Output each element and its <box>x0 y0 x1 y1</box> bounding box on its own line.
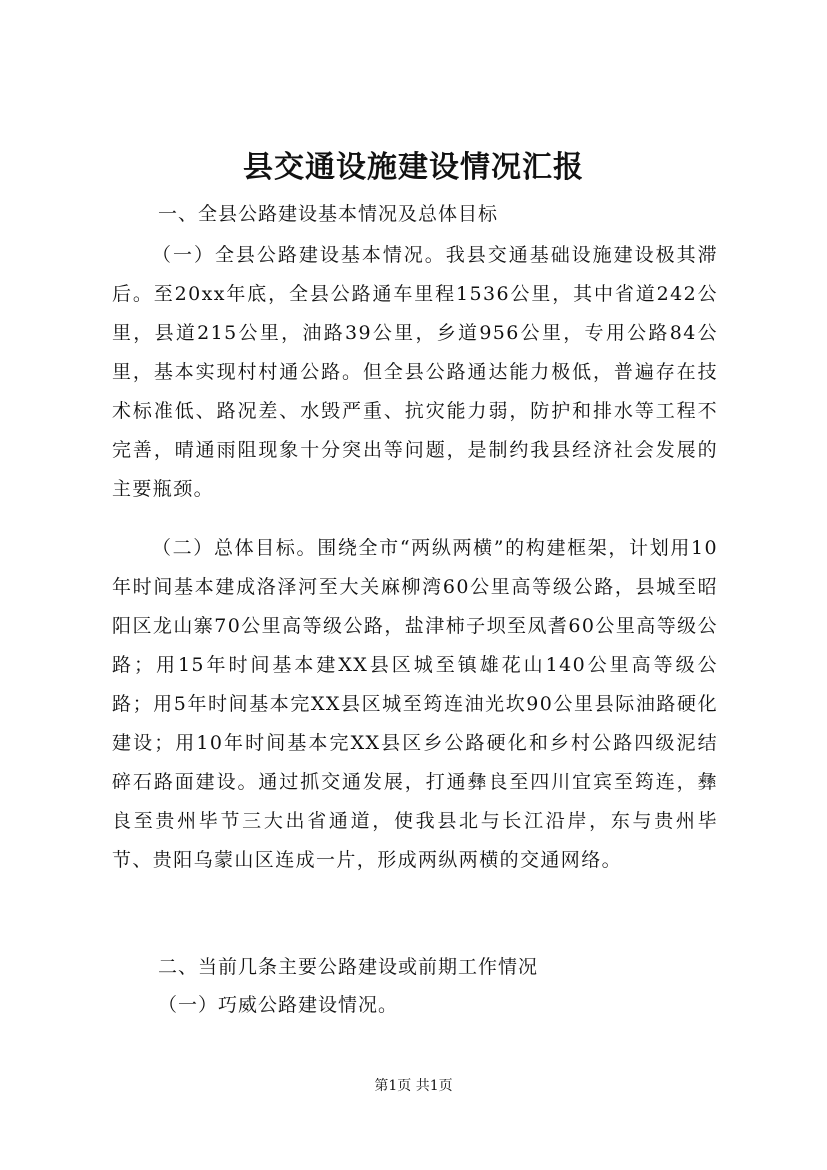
section-heading-1: 一、全县公路建设基本情况及总体目标 <box>158 203 499 225</box>
section-heading-2: 二、当前几条主要公路建设或前期工作情况 <box>158 956 539 978</box>
subsection-heading: （一）巧威公路建设情况。 <box>158 994 399 1016</box>
paragraph-basic-situation: （一）全县公路建设基本情况。我县交通基础设施建设极其滞后。至20xx年底，全县公路通车里程1536公里，其中省道242公里，县道215公里，油路39公里，乡道956公里，专用公路84公里，基本实现村村通公路。但全县公路通达能力极低，普遍存在技术标准低、路况差、水毁严重、抗灾能力弱，防护和排水等工程不完善，晴通雨阻现象十分突出等问题，是制约我县经济社会发展的主要瓶颈。 <box>112 244 718 500</box>
page-footer: 第1页 共1页 <box>374 1078 453 1094</box>
paragraph-overall-goal: （二）总体目标。围绕全市“两纵两横”的构建框架，计划用10年时间基本建成洛泽河至大关麻柳湾60公里高等级公路，县城至昭阳区龙山寨70公里高等级公路，盐津柿子坝至凤耆60公里高等级公路；用15年时间基本建XX县区城至镇雄花山140公里高等级公路；用5年时间基本完XX县区城至筠连油光坎90公里县际油路硬化建设；用10年时间基本完XX县区乡公路硬化和乡村公路四级泥结碎石路面建设。通过抓交通发展，打通彝良至四川宜宾至筠连，彝良至贵州毕节三大出省通道，使我县北与长江沿岸，东与贵州毕节、贵阳乌蒙山区连成一片，形成两纵两横的交通网络。 <box>112 537 718 871</box>
document-title: 县交通设施建设情况汇报 <box>243 150 584 185</box>
